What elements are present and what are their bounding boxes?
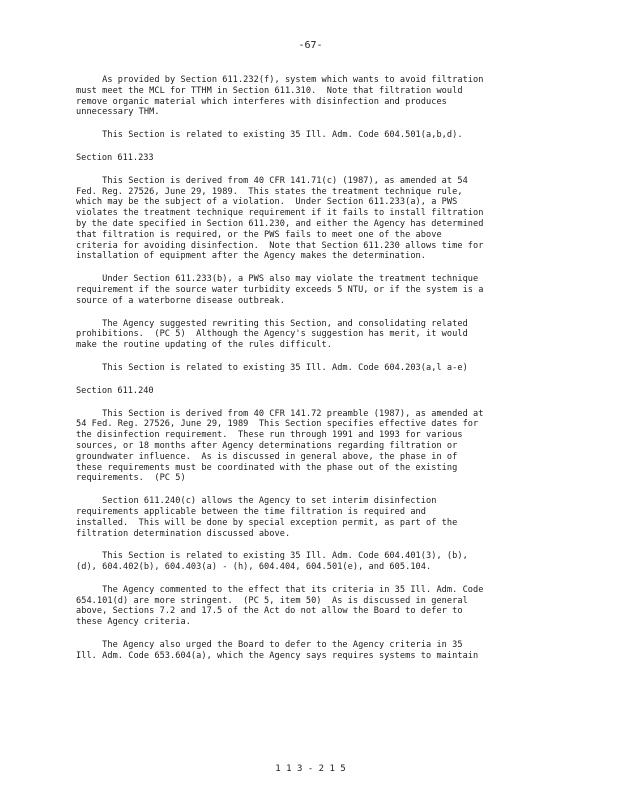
paragraph-related-604-401: This Section is related to existing 35 Ill. Adm. Code 604.401(3), (b), (d), 604.402(b), 604.403(a) - (h), 604.404, 604.501(e), and 605.104. — [76, 551, 468, 573]
page-number: -67- — [298, 40, 323, 51]
section-heading-611-233: Section 611.233 — [76, 152, 154, 163]
page-footer: 1 1 3 - 2 1 5 — [275, 764, 346, 774]
paragraph-agency-criteria-654: The Agency commented to the effect that its criteria in 35 Ill. Adm. Code 654.101(d) are more stringent. (PC 5, item 50) As is discussed in general above, Sections 7.2 and 17.5 of the Act do not allow the Board to defer to these Agency criteria. — [76, 584, 484, 628]
paragraph-agency-criteria-653: The Agency also urged the Board to defer to the Agency criteria in 35 Ill. Adm. Code 653.604(a), which the Agency says requires systems to maintain — [76, 640, 479, 661]
paragraph-611-233-derivation: This Section is derived from 40 CFR 141.71(c) (1987), as amended at 54 Fed. Reg. 27526, June 29, 1989. This states the treatment technique rule, which may be the subject of a violation. Under Section 611.233(a), a PWS violates the treatment technique requirement if it fails to install filtration by the date specified in Section 611.230, and either the Agency has determined that filtration is required, or the PWS fails to meet one of the above criteria for avoiding disinfection. Note that Section 611.230 allows time for installation of equipment after the Agency makes the determination. — [76, 175, 484, 262]
paragraph-agency-rewrite: The Agency suggested rewriting this Section, and consolidating related prohibitions. (PC 5) Although the Agency's suggestion has merit, it would make the routine updating of the rules difficult. — [76, 318, 468, 351]
paragraph-611-240-derivation: This Section is derived from 40 CFR 141.72 preamble (1987), as amended at 54 Fed. Reg. 27526, June 29, 1989 This Section specifies effective dates for the disinfection requirement. These run through 1991 and 1993 for various sources, or 18 months after Agency determinations regarding filtration or groundwater influence. As is discussed in general above, the phase in of these requirements must be coordinated with the phase out of the existing requirements. (PC 5) — [76, 408, 484, 484]
document-body — [76, 75, 552, 674]
section-heading-611-240: Section 611.240 — [76, 385, 154, 396]
paragraph-filtration-mcl: As provided by Section 611.232(f), system which wants to avoid filtration must meet the MCL for TTHM in Section 611.310. Note that filtration would remove organic material which interferes with disinfection and produces unnecessary THM. — [76, 75, 484, 118]
paragraph-related-604-501: This Section is related to existing 35 Ill. Adm. Code 604.501(a,b,d). — [76, 130, 463, 141]
paragraph-611-233b: Under Section 611.233(b), a PWS also may violate the treatment technique requirement if the source water turbidity exceeds 5 NTU, or if the system is a source of a waterborne disease outbreak. — [76, 274, 484, 306]
paragraph-611-240c: Section 611.240(c) allows the Agency to set interim disinfection requirements applicable between the time filtration is required and installed. This will be done by special exception permit, as part of the filtration determination discussed above. — [76, 496, 458, 539]
paragraph-related-604-203: This Section is related to existing 35 Ill. Adm. Code 604.203(a,l a-e) — [76, 362, 468, 373]
